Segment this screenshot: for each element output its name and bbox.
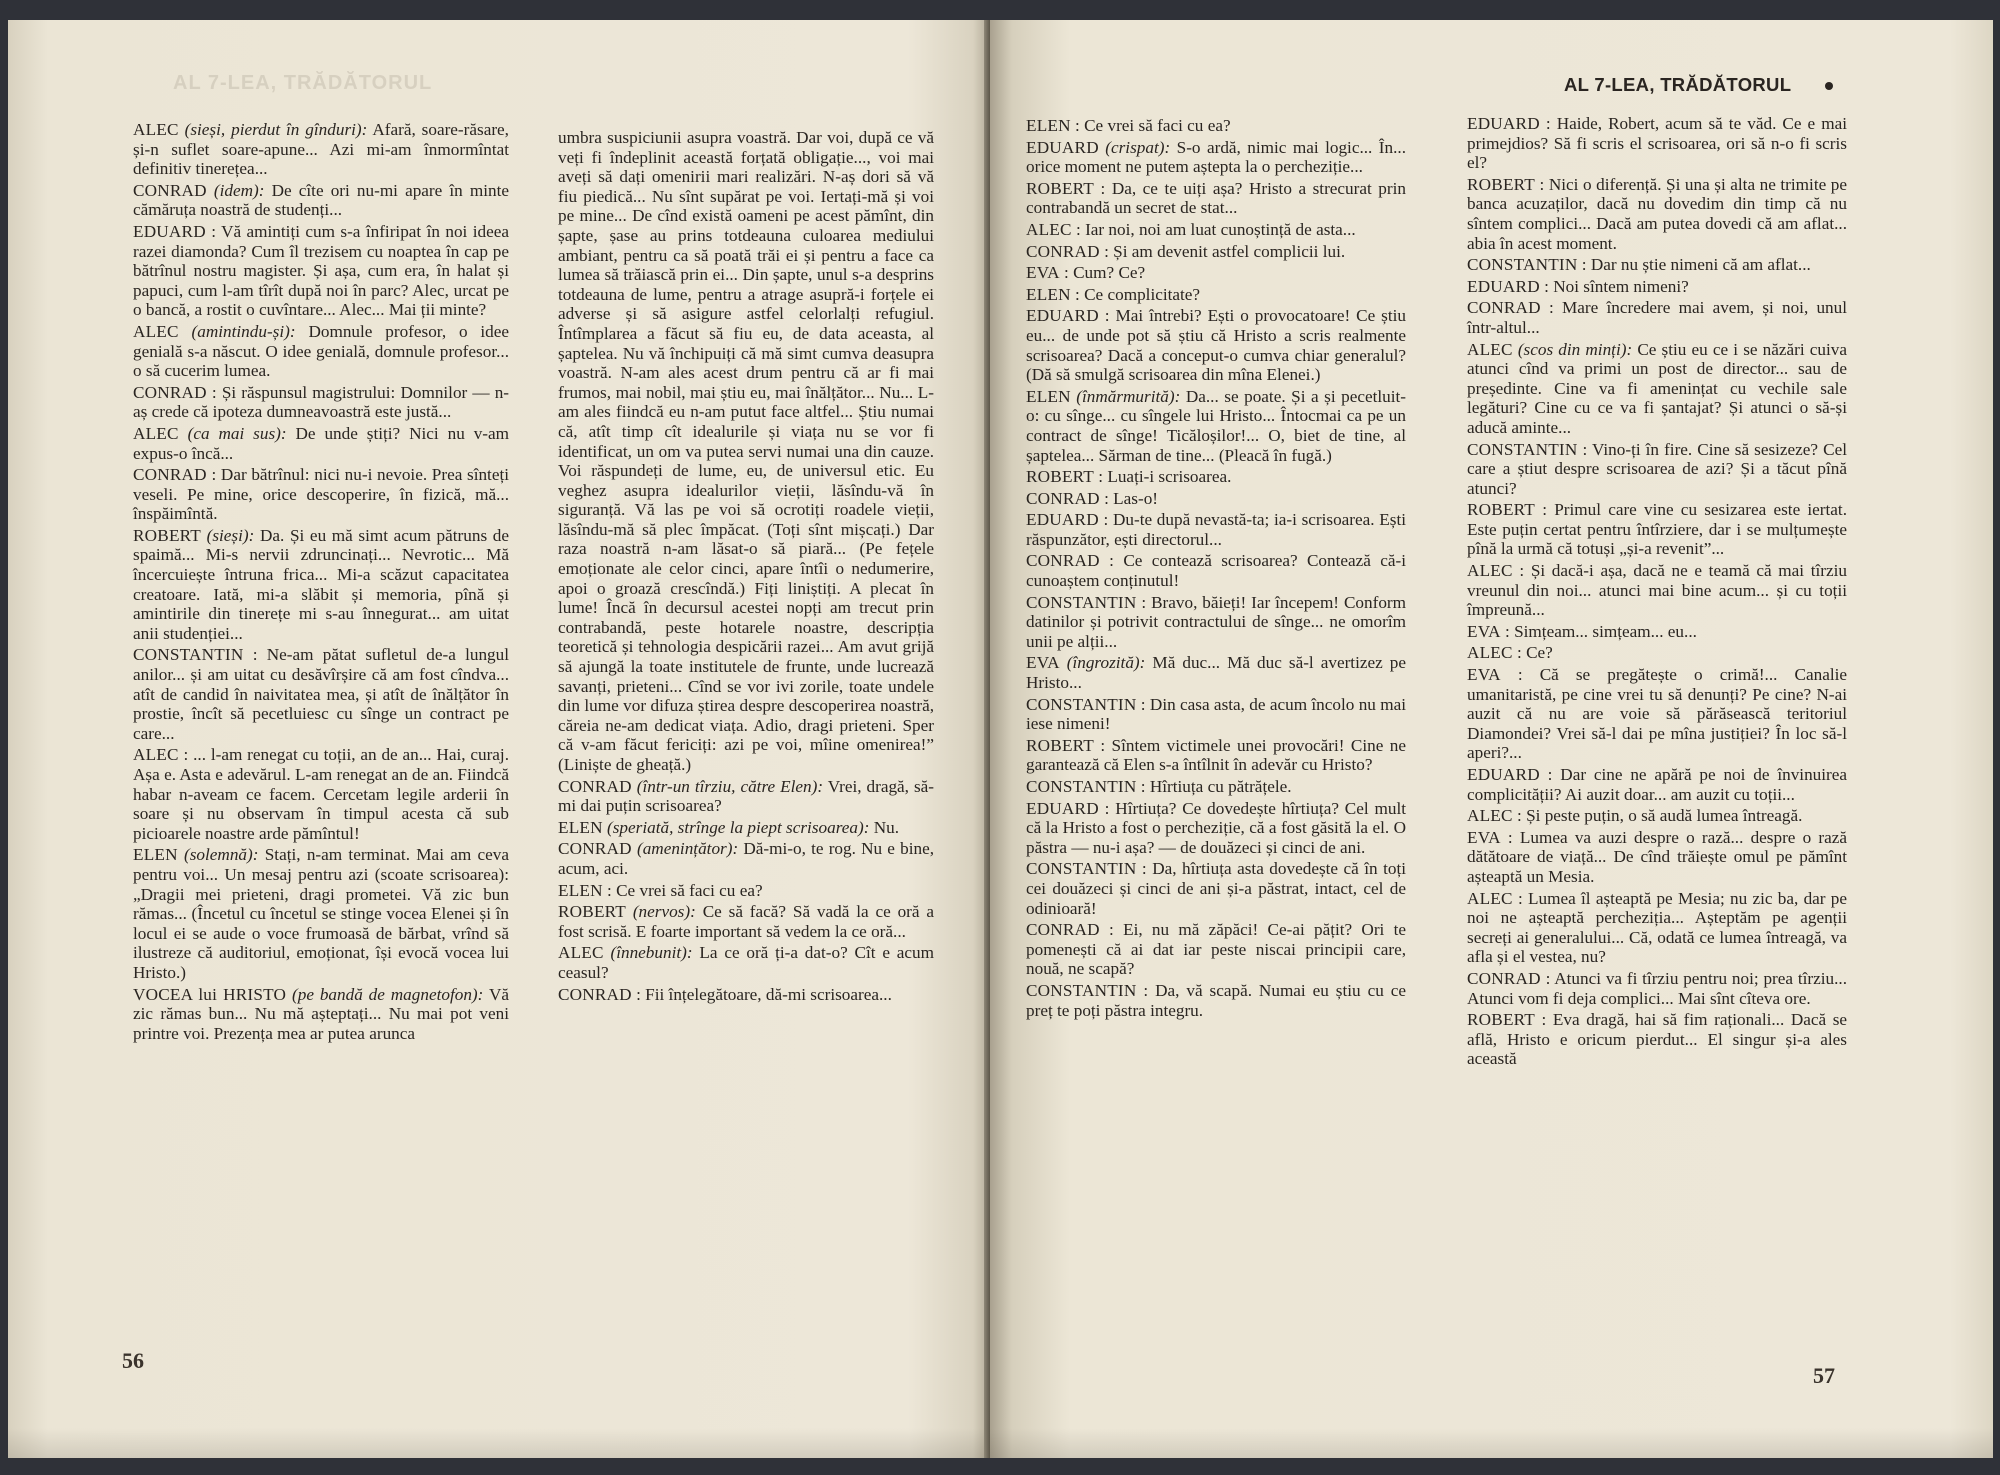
stage-direction: : bbox=[211, 382, 217, 402]
show-through-header: AL 7-LEA, TRĂDĂTORUL bbox=[173, 72, 433, 94]
stage-direction: (sieși, pierdut în gînduri): bbox=[184, 120, 368, 139]
dialogue-text: Din casa asta, de acum încolo nu mai iese nimeni! bbox=[1026, 694, 1407, 734]
dialogue-text: Ce vrei să faci cu ea? bbox=[616, 880, 763, 900]
stage-direction: (amintindu-și): bbox=[191, 321, 296, 341]
right-column-2 bbox=[1467, 114, 1847, 1071]
dialogue-paragraph bbox=[1026, 387, 1406, 465]
stage-direction: : bbox=[1098, 467, 1104, 487]
dialogue-paragraph bbox=[1467, 277, 1847, 297]
speaker-name: ALEC bbox=[133, 423, 179, 443]
dialogue-text: De unde știți? Nici nu v-am expus-o încă... bbox=[133, 423, 510, 463]
stage-direction: (pe bandă de magnetofon): bbox=[292, 984, 484, 1004]
speaker-name: ELEN bbox=[558, 880, 603, 900]
left-column-2 bbox=[558, 128, 934, 1006]
stage-direction: : bbox=[1103, 510, 1109, 530]
speaker-name: CONSTANTIN bbox=[1467, 439, 1578, 459]
speaker-name: ALEC bbox=[1467, 643, 1513, 663]
speaker-name: ELEN bbox=[558, 817, 603, 837]
dialogue-paragraph bbox=[1467, 806, 1847, 826]
stage-direction: : bbox=[1541, 1010, 1547, 1030]
dialogue-text: Că se pregătește o crimă!... Canalie umanitaristă, pe cine vrei tu să denunți? Pe cine? N-ai auzit că nu are voie să părăsească teritoriul Diamondei? Vrei să-l dai pe mîna justiției? În loc să-l aperi?... bbox=[1467, 665, 1848, 763]
dialogue-paragraph bbox=[1026, 220, 1406, 240]
dialogue-text: Dar nu știe nimeni că am aflat... bbox=[1590, 255, 1811, 275]
stage-direction: : bbox=[1104, 488, 1109, 508]
stage-direction: : bbox=[1143, 980, 1149, 1000]
right-column-1 bbox=[1026, 116, 1406, 1022]
stage-direction: : bbox=[1516, 806, 1522, 826]
speaker-name: ALEC bbox=[1026, 219, 1072, 239]
dialogue-paragraph bbox=[1026, 981, 1406, 1020]
stage-direction: (într-un tîrziu, către Elen): bbox=[636, 776, 824, 796]
dialogue-paragraph bbox=[1026, 467, 1406, 487]
speaker-name: EDUARD bbox=[1467, 765, 1540, 784]
stage-direction: : bbox=[1507, 827, 1513, 847]
dialogue-paragraph bbox=[133, 222, 509, 320]
stage-direction: (ca mai sus): bbox=[187, 423, 287, 443]
stage-direction: : bbox=[183, 745, 189, 765]
dialogue-text: Vrei, dragă, să-mi dai puțin scrisoarea? bbox=[558, 776, 934, 816]
dialogue-paragraph bbox=[1467, 340, 1847, 438]
speaker-name: EDUARD bbox=[1026, 798, 1099, 818]
dialogue-text: Și răspunsul magistrului: Domnilor — n-aș crede că ipoteza dumneavoastră este justă... bbox=[133, 382, 510, 422]
stage-direction: : bbox=[252, 645, 258, 665]
stage-direction: (crispat): bbox=[1105, 137, 1171, 157]
stage-direction: (înmărmurită): bbox=[1076, 386, 1181, 406]
dialogue-text: Ne-am pătat sufletul de-a lungul anilor... și am uitat cu desăvîrșire că am fost cîndva... atît de candid în naivitatea mea, și atît de înălțător în prostie, încît să pecetluiesc cu sînge un contract pe care... bbox=[133, 645, 510, 743]
dialogue-paragraph bbox=[1026, 695, 1406, 734]
stage-direction: : bbox=[1100, 735, 1106, 755]
dialogue-text: Simțeam... simțeam... eu... bbox=[1514, 621, 1697, 641]
stage-direction: : bbox=[1519, 561, 1525, 581]
speaker-name: ALEC bbox=[1467, 806, 1513, 826]
dialogue-text: Și dacă-i așa, dacă ne e teamă că mai tîrziu vreunul din noi... atunci mai bine acum... și cu toții împreună... bbox=[1467, 561, 1848, 620]
stage-direction: : bbox=[1064, 263, 1069, 283]
page-shadow bbox=[8, 1428, 988, 1458]
speaker-name: EDUARD bbox=[1026, 137, 1099, 157]
dialogue-text: Nu. bbox=[873, 817, 900, 837]
dialogue-paragraph bbox=[1026, 736, 1406, 775]
dialogue-text: Da. Și eu mă simt acum pătruns de spaimă... Mi-s nervii zdruncinați... Nevrotic... Mă încercuiește întruna frica... Mi-a scăzut capacitatea creatoare. Iată, mi-a slăbit și memoria, pînă și amintirile din tinerețe mi s-au înnegurat... am uitat anii studenției... bbox=[133, 525, 509, 643]
speaker-name: ROBERT bbox=[133, 525, 201, 545]
dialogue-text: Noi sîntem nimeni? bbox=[1553, 276, 1689, 296]
dialogue-paragraph bbox=[1026, 489, 1406, 509]
dialogue-paragraph bbox=[1467, 622, 1847, 642]
dialogue-paragraph bbox=[133, 181, 509, 220]
dialogue-paragraph bbox=[1467, 765, 1847, 804]
speaker-name: EVA bbox=[1467, 827, 1501, 847]
dialogue-text: umbra suspiciunii asupra voastră. Dar voi, după ce vă veți fi îndeplinit această forțată obligație..., voi mai aveți să dați omenirii mari realizări. N-aș dori să vă fiu piedică... Nu sînt supărat pe voi. Iertați-mă și voi pe mine... De cînd există oameni pe acest pămînt, din șapte, șase au prins totdeauna culoarea mediului ambiant, pentru ca să poată trăi ei și pentru a face ca lumea să trăiască prin ei... Din șapte, unul s-a desprins totdeauna de lume, pentru a atrage asupră-i forțele ei adverse și să asigure astfel celorlalți refugiul. Întîmplarea a făcut să fiu eu, de data aceasta, al șaptelea. Nu vă închipuiți că mă simt cumva deasupra voastră. N-am ales acest drum pentru că ar fi mai frumos, mai nobil, mai știu eu, mai înălțător... Nu... L-am ales fiindcă eu n-am putut face altfel... Știu numai că, atît timp cît idealurile și viața nu se vor fi identificat, un om va putea servi numai una din cauze. Voi răspundeți de lume, eu, de universul etic. Eu veghez asupra idealurilor vieții, lăsîndu-vă în siguranță. Vă las pe voi să ocrotiți roadele vieții, lăsîndu-mă să plec împăcat. (Toți sînt mișcați.) Dar raza noastră n-am lăsat-o să piară... (Pe fețele emoționate ale celor cinci, apare întîi o nedumerire, apoi o groază crescîndă.) Fiți liniștiți. A plecat în lume! Încă în decursul acestei nopți am trecut prin contrabandă, peste hotarele noastre, descripția teoretică și tehnologia despicării razei... Am avut grijă să ajungă la toate institutele de frunte, unde lucrează savanți, prieteni... Cînd se vor ivi zorile, toate undele din lume vor difuza știrea despre descoperirea noastră, căreia ne-am dedicat viața. Adio, dragi prieteni. Sper că v-am făcut fericiți: azi pe voi, mîine omenirea!” (Liniște de gheață.) bbox=[558, 128, 934, 774]
dialogue-text: S-o ardă, nimic mai logic... În... orice moment ne putem aștepta la o percheziție... bbox=[1026, 137, 1407, 177]
dialogue-text: Mă duc... Mă duc să-l avertizez pe Hristo... bbox=[1026, 653, 1406, 693]
speaker-name: ELEN bbox=[1026, 386, 1071, 406]
stage-direction: (amenințător): bbox=[636, 839, 739, 859]
dialogue-text: Stați, n-am terminat. Mai am ceva pentru voi... Un mesaj pentru azi (scoate scrisoarea): „Dragii mei prieteni, dragi prometei. Vă zic bun rămas... (Încetul cu încetul se stinge vocea Elenei și în locul ei se aude o voce frumoasă de bărbat, vrînd să ilustreze că auditoriul, emoționat, își evocă vocea lui Hristo.) bbox=[133, 845, 509, 982]
left-column-1 bbox=[133, 120, 509, 1045]
dialogue-text: Și am devenit astfel complicii lui. bbox=[1113, 241, 1346, 261]
stage-direction: : bbox=[211, 221, 216, 241]
stage-direction: : bbox=[211, 465, 217, 485]
stage-direction: : bbox=[1516, 643, 1522, 663]
stage-direction: : bbox=[607, 880, 612, 900]
speaker-name: EDUARD bbox=[133, 221, 206, 241]
speaker-name: CONRAD bbox=[1026, 241, 1100, 261]
speaker-name: ALEC bbox=[133, 321, 179, 341]
dialogue-text: Lumea va auzi despre o rază... despre o rază dătătoare de viață... De cînd trăiește omul pe pămînt așteaptă un Mesia. bbox=[1467, 827, 1848, 886]
dialogue-paragraph bbox=[1026, 285, 1406, 305]
dialogue-text: Mai întrebi? Ești o provocatoare! Ce știu eu... de unde pot să știu că Hristo a scris realmente scrisoarea? Dacă a conceput-o cumva chiar generalul? (Dă să smulgă scrisoarea din mîna Elenei.) bbox=[1026, 306, 1407, 385]
stage-direction: : bbox=[1549, 298, 1554, 318]
dialogue-paragraph bbox=[1467, 643, 1847, 663]
dialogue-text: Fii înțelegătoare, dă-mi scrisoarea... bbox=[645, 984, 892, 1004]
dialogue-text: Haide, Robert, acum să te văd. Ce e mai primejdios? Să fi scris el scrisoarea, ori să n-o fi scris el? bbox=[1467, 114, 1847, 173]
speaker-name: ALEC bbox=[1467, 888, 1513, 908]
speaker-name: CONSTANTIN bbox=[1026, 859, 1137, 879]
dialogue-paragraph bbox=[133, 645, 509, 743]
dialogue-paragraph bbox=[1026, 920, 1406, 979]
stage-direction: : bbox=[1542, 500, 1547, 520]
stage-direction: : bbox=[1544, 276, 1549, 296]
stage-direction: (îngrozită): bbox=[1066, 653, 1146, 673]
dialogue-text: Ei, nu mă zăpăci! Ce-ai pățit? Ori te pomenești că ai dat iar peste niscai principii care, nouă, ne scapă? bbox=[1026, 920, 1407, 979]
dialogue-paragraph bbox=[1467, 298, 1847, 337]
right-page bbox=[990, 20, 1993, 1458]
stage-direction: : bbox=[636, 984, 641, 1004]
dialogue-paragraph bbox=[1026, 593, 1406, 652]
dialogue-text: Da... se poate. Și a și pecetluit-o: cu sînge... cu sîngele lui Hristo... Întocmai ca pe un contract de sînge! Ticăloșilor!... O, biet de tine, al șaptelea... Sărman de tine... (Pleacă în fugă.) bbox=[1026, 386, 1407, 465]
dialogue-text: Vă zic rămas bun... Nu mă așteptați... Nu mai pot veni printre voi. Prezența mea ar putea arunca bbox=[133, 984, 509, 1043]
dialogue-text: Lumea îl așteaptă pe Mesia; nu zic ba, dar pe noi ne așteaptă percheziția... Așteptăm pe agenții secreți ai generalului... Că, odată ce lumea întreagă, va afla și el vestea, nu? bbox=[1467, 888, 1848, 967]
dialogue-paragraph bbox=[1026, 799, 1406, 858]
dialogue-paragraph bbox=[1467, 828, 1847, 887]
speaker-name: CONRAD bbox=[558, 839, 632, 859]
dialogue-paragraph bbox=[1467, 500, 1847, 559]
dialogue-paragraph bbox=[1026, 510, 1406, 549]
dialogue-text: Vă amintiți cum s-a înfiripat în noi ideea razei diamonda? Cum îl trezisem cu noaptea în cap pe bătrînul nostru magister. Și așa, cum era, în halat și papuci, cum l-am tîrît după noi în parc? Alec, urcat pe o bancă, a rostit o cuvîntare... Alec... Mai ții minte? bbox=[133, 221, 509, 320]
dialogue-text: Vino-ți în fire. Cine să sesizeze? Cel care a știut despre scrisoarea de azi? Și a tăcut pînă atunci? bbox=[1467, 439, 1847, 498]
stage-direction: : bbox=[1539, 174, 1545, 194]
dialogue-paragraph bbox=[558, 777, 934, 816]
speaker-name: EDUARD bbox=[1026, 510, 1099, 530]
dialogue-paragraph bbox=[1026, 859, 1406, 918]
speaker-name: ROBERT bbox=[558, 902, 626, 922]
stage-direction: : bbox=[1517, 665, 1523, 685]
dialogue-text: Primul care vine cu sesizarea este iertat. Este puțin certat pentru întîrziere, dar i se mulțumește pînă la urmă că totuși „și-a revenit”... bbox=[1467, 500, 1848, 559]
dialogue-text: Iar noi, noi am luat cunoștință de asta... bbox=[1085, 219, 1356, 239]
dialogue-text: Hîrtiuța cu pătrățele. bbox=[1149, 777, 1292, 796]
dialogue-paragraph bbox=[558, 818, 934, 838]
dialogue-paragraph bbox=[558, 943, 934, 982]
stage-direction: : bbox=[1109, 920, 1114, 940]
speaker-name: CONSTANTIN bbox=[1026, 592, 1137, 612]
dialogue-paragraph bbox=[1467, 889, 1847, 967]
speaker-name: ROBERT bbox=[1026, 178, 1094, 198]
dialogue-paragraph bbox=[133, 120, 509, 179]
dialogue-text: Mare încredere mai avem, și noi, unul într-altul... bbox=[1467, 298, 1848, 337]
speaker-name: CONRAD bbox=[1026, 920, 1100, 940]
speaker-name: ROBERT bbox=[1467, 500, 1535, 520]
stage-direction: : bbox=[1505, 621, 1510, 641]
dialogue-text: Bravo, băieți! Iar începem! Conform datinilor și potrivit contractului de sînge... ne omorîm unii pe alții... bbox=[1026, 592, 1407, 651]
dialogue-text: Atunci va fi tîrziu pentru noi; prea tîrziu... Atunci vom fi deja complici... Mai sînt cîteva ore. bbox=[1467, 968, 1848, 1008]
dialogue-paragraph bbox=[1467, 255, 1847, 275]
stage-direction: : bbox=[1517, 888, 1523, 908]
stage-direction: : bbox=[1104, 241, 1109, 261]
page-number-left: 56 bbox=[122, 1348, 144, 1373]
dialogue-text: Și peste puțin, o să audă lumea întreagă. bbox=[1526, 806, 1803, 826]
dialogue-text: Ce știu eu ce i se năzări cuiva atunci cînd va primi un post de director... sau de președinte. Cine va fi amenințat cu vechile sale legături? Cine cu ce va fi șantajat? Și atunci o să-și aducă aminte... bbox=[1467, 339, 1847, 437]
dialogue-paragraph bbox=[133, 322, 509, 381]
speaker-name: EDUARD bbox=[1026, 306, 1099, 326]
speaker-name: EVA bbox=[1467, 665, 1501, 685]
dialogue-paragraph bbox=[1467, 1010, 1847, 1069]
dialogue-paragraph bbox=[1467, 114, 1847, 173]
dialogue-paragraph bbox=[133, 383, 509, 422]
speaker-name: EVA bbox=[1026, 263, 1060, 283]
dialogue-text: La ce oră ți-a dat-o? Cît e acum ceasul? bbox=[558, 943, 934, 982]
dialogue-text: Ce complicitate? bbox=[1084, 284, 1201, 304]
speaker-name: ALEC bbox=[133, 745, 179, 765]
dialogue-text: Luați-i scrisoarea. bbox=[1107, 467, 1232, 487]
dialogue-paragraph bbox=[133, 465, 509, 524]
stage-direction: : bbox=[1075, 219, 1081, 239]
dialogue-text: ... l-am renegat cu toții, an de an... Hai, curaj. Așa e. Asta e adevărul. L-am renegat an de an. Fiindcă habar n-aveam ce facem. Cercetam legile arderii în soare și nu observam în timpul acesta că sub picioarele noastre arde pămîntul! bbox=[133, 745, 510, 843]
left-page bbox=[8, 20, 988, 1458]
speaker-name: ROBERT bbox=[1467, 1010, 1535, 1030]
dialogue-paragraph bbox=[1026, 116, 1406, 136]
speaker-name: CONRAD bbox=[1026, 551, 1100, 571]
dialogue-paragraph bbox=[558, 985, 934, 1005]
dialogue-text: Ce vrei să faci cu ea? bbox=[1084, 116, 1231, 135]
stage-direction: : bbox=[1075, 116, 1080, 135]
stage-direction: : bbox=[1140, 694, 1146, 714]
dialogue-text: Da, hîrtiuța asta dovedește că în toți cei douăzeci și cinci de ani și-a păstrat, intact, cel de odinioară! bbox=[1026, 859, 1407, 918]
dialogue-paragraph bbox=[1026, 242, 1406, 262]
dialogue-text: Du-te după nevastă-ta; ia-i scrisoarea. Ești răspunzător, ești directorul... bbox=[1026, 510, 1407, 549]
dialogue-paragraph bbox=[133, 985, 509, 1044]
speaker-name: ALEC bbox=[558, 943, 604, 963]
speaker-name: EVA bbox=[1026, 653, 1060, 673]
speaker-name: CONSTANTIN bbox=[1026, 980, 1137, 1000]
speaker-name: VOCEA lui HRISTO bbox=[133, 984, 287, 1004]
speaker-name: ALEC bbox=[133, 120, 179, 139]
dialogue-text: Las-o! bbox=[1113, 488, 1159, 508]
stage-direction: : bbox=[1545, 114, 1551, 133]
dialogue-text: Eva dragă, hai să fim raționali... Dacă se află, Hristo e oricum pierdut... El singur și-a ales această bbox=[1467, 1010, 1848, 1069]
speaker-name: ROBERT bbox=[1026, 467, 1094, 487]
dialogue-paragraph bbox=[558, 128, 934, 775]
stage-direction: : bbox=[1581, 255, 1587, 275]
dialogue-text: Hîrtiuța? Ce dovedește hîrtiuța? Cel mult că la Hristo a fost o percheziție, că a fost găsită la el. O păstra — nu-i așa? — de douăzeci și cinci de ani. bbox=[1026, 798, 1407, 857]
speaker-name: EDUARD bbox=[1467, 114, 1540, 133]
stage-direction: (scos din minți): bbox=[1517, 339, 1633, 359]
speaker-name: CONSTANTIN bbox=[1026, 777, 1137, 796]
dialogue-text: Dar bătrînul: nici nu-i nevoie. Prea sînteți veseli. Pe mine, orice descoperire, în fizică, mă... înspăimîntă. bbox=[133, 465, 510, 524]
dialogue-paragraph bbox=[133, 424, 509, 463]
speaker-name: ALEC bbox=[1467, 339, 1513, 359]
stage-direction: (înnebunit): bbox=[610, 943, 693, 963]
dialogue-text: Da, vă scapă. Numai eu știu cu ce preț te poți păstra integru. bbox=[1026, 980, 1406, 1020]
dialogue-paragraph bbox=[1026, 306, 1406, 384]
speaker-name: CONSTANTIN bbox=[133, 645, 244, 665]
stage-direction: : bbox=[1100, 178, 1106, 198]
dialogue-text: Sîntem victimele unei provocări! Cine ne garantează că Elen s-a întîlnit în adevăr cu Hristo? bbox=[1026, 735, 1406, 775]
speaker-name: ROBERT bbox=[1026, 735, 1094, 755]
speaker-name: CONRAD bbox=[1026, 488, 1100, 508]
stage-direction: : bbox=[1104, 798, 1110, 818]
dialogue-text: Ce să facă? Să vadă la ce oră a fost scrisă. E foarte important să vedem la ce oră... bbox=[558, 902, 935, 941]
stage-direction: : bbox=[1075, 284, 1080, 304]
dialogue-text: Ce contează scrisoarea? Contează că-i cunoaștem conținutul! bbox=[1026, 551, 1407, 591]
dialogue-paragraph bbox=[558, 881, 934, 901]
dialogue-text: Cum? Ce? bbox=[1073, 263, 1146, 283]
dialogue-paragraph bbox=[133, 526, 509, 644]
stage-direction: : bbox=[1141, 859, 1147, 879]
stage-direction: : bbox=[1104, 306, 1110, 326]
stage-direction: : bbox=[1547, 765, 1553, 784]
dialogue-paragraph bbox=[1026, 653, 1406, 692]
speaker-name: CONRAD bbox=[133, 465, 207, 485]
dialogue-paragraph bbox=[558, 902, 934, 941]
dialogue-text: Ce? bbox=[1526, 643, 1553, 663]
dialogue-paragraph bbox=[1467, 561, 1847, 620]
speaker-name: EDUARD bbox=[1467, 276, 1540, 296]
dialogue-text: De cîte ori nu-mi apare în minte cămăruța noastră de studenți... bbox=[133, 180, 510, 220]
bullet-icon bbox=[1825, 82, 1833, 90]
dialogue-paragraph bbox=[1467, 969, 1847, 1008]
speaker-name: ALEC bbox=[1467, 561, 1513, 581]
speaker-name: CONRAD bbox=[1467, 968, 1541, 988]
dialogue-text: Afară, soare-răsare, și-n suflet soare-apune... Azi mi-am înmormîntat definitiv tinerețea... bbox=[133, 120, 509, 179]
speaker-name: CONSTANTIN bbox=[1026, 694, 1137, 714]
dialogue-paragraph bbox=[133, 845, 509, 982]
dialogue-paragraph bbox=[133, 745, 509, 843]
dialogue-text: Da, ce te uiți așa? Hristo a strecurat prin contrabandă un secret de stat... bbox=[1026, 178, 1406, 218]
dialogue-text: Dar cine ne apără pe noi de învinuirea complicității? Ai auzit doar... am auzit cu toții... bbox=[1467, 765, 1848, 804]
speaker-name: CONRAD bbox=[558, 776, 632, 796]
speaker-name: ELEN bbox=[1026, 284, 1071, 304]
dialogue-text: Domnule profesor, o idee genială s-a născut. O idee genială, domnule profesor... o să cucerim lumea. bbox=[133, 321, 510, 381]
dialogue-paragraph bbox=[1026, 138, 1406, 177]
dialogue-paragraph bbox=[1026, 179, 1406, 218]
stage-direction: (sieși): bbox=[206, 525, 255, 545]
speaker-name: CONRAD bbox=[133, 382, 207, 402]
page-number-right: 57 bbox=[1813, 1363, 1835, 1388]
speaker-name: CONSTANTIN bbox=[1467, 255, 1578, 275]
dialogue-paragraph bbox=[1026, 551, 1406, 590]
speaker-name: CONRAD bbox=[1467, 298, 1541, 318]
dialogue-paragraph bbox=[1026, 777, 1406, 797]
stage-direction: (nervos): bbox=[632, 902, 696, 922]
stage-direction: (solemnă): bbox=[184, 845, 259, 865]
speaker-name: CONRAD bbox=[133, 180, 207, 200]
dialogue-paragraph bbox=[558, 839, 934, 878]
stage-direction: : bbox=[1109, 551, 1114, 571]
stage-direction: : bbox=[1140, 777, 1146, 796]
dialogue-text: Dă-mi-o, te rog. Nu e bine, acum, aci. bbox=[558, 839, 935, 878]
dialogue-paragraph bbox=[1026, 263, 1406, 283]
page-shadow bbox=[990, 1428, 1993, 1458]
speaker-name: ELEN bbox=[1026, 116, 1071, 135]
dialogue-paragraph bbox=[1467, 440, 1847, 499]
speaker-name: ELEN bbox=[133, 845, 178, 865]
dialogue-text: Nici o diferență. Și una și alta ne trimite pe banca acuzaților, dacă nu dovedim din timp că nu sîntem complici... Dacă am putea dovedi că am aflat... abia în acest moment. bbox=[1467, 174, 1847, 253]
speaker-name: CONRAD bbox=[558, 984, 632, 1004]
running-head: AL 7-LEA, TRĂDĂTORUL bbox=[1564, 74, 1792, 95]
speaker-name: ROBERT bbox=[1467, 174, 1535, 194]
speaker-name: EVA bbox=[1467, 621, 1501, 641]
stage-direction: (speriată, strînge la piept scrisoarea): bbox=[607, 817, 870, 837]
dialogue-paragraph bbox=[1467, 175, 1847, 253]
stage-direction: : bbox=[1582, 439, 1588, 459]
stage-direction: (idem): bbox=[213, 180, 265, 200]
dialogue-paragraph bbox=[1467, 665, 1847, 763]
stage-direction: : bbox=[1545, 968, 1551, 988]
stage-direction: : bbox=[1141, 592, 1147, 612]
